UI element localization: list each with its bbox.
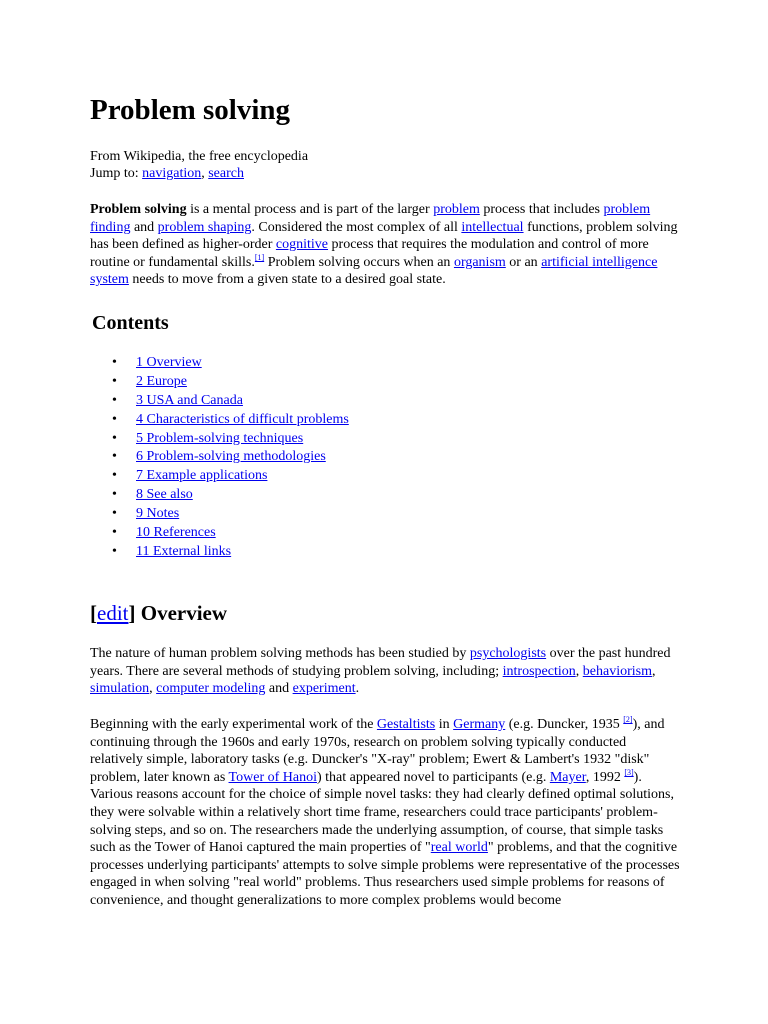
link-problem-shaping[interactable]: problem shaping [157, 219, 252, 235]
link-intellectual[interactable]: intellectual [461, 219, 524, 235]
intro-paragraph: Problem solving is a mental process and is part of the larger problem process that includes problem finding and problem shaping. Considered the most complex of all intellectual functions, problem solving has been defined as higher-order cognitive process that requires the modulation and control of more routine or fundamental skills.[1] Problem solving occurs when an organism or an artificial intelligence system needs to move from a given state to a desired goal state. [90, 202, 678, 288]
overview-paragraph-1: The nature of human problem solving methods has been studied by psychologists over the past hundred years. There are several methods of studying problem solving, including; introspection, behaviorism, simulation, computer modeling and experiment. [90, 646, 671, 697]
link-psychologists[interactable]: psychologists [469, 646, 547, 661]
overview-paragraph-2: Beginning with the early experimental work of the Gestaltists in Germany (e.g. Duncker, 1935 [2]), and continuing through the 1960s and early 1970s, research on problem solving typically conducted relatively simple, laboratory tasks (e.g. Duncker's "X-ray" problem; Ewert & Lambert's 1932 "disk" problem, later known as Tower of Hanoi) that appeared novel to participants (e.g. Mayer, 1992 [3]). Various reasons account for the choice of simple novel tasks: they had clearly defined optimal solutions, they were solvable within a relatively short time frame, researchers could trace participants' problem-solving steps, and so on. The researchers made the underlying assumption, of course, that simple tasks such as the Tower of Hanoi captured the main properties of "real world" problems, and that the cognitive processes underlying participants' attempts to solve simple problems were representative of the processes engaged in when solving "real world" problems. Thus researchers used simple problems for reasons of convenience, and thought generalizations to more complex problems would become [90, 715, 680, 908]
jump-to-line: Jump to: navigation, search [90, 166, 244, 181]
toc-link-methodologies[interactable]: 6 Problem-solving methodologies [136, 449, 326, 465]
toc-item [90, 486, 349, 505]
toc-link-notes[interactable]: 9 Notes [136, 506, 180, 522]
link-gestaltists[interactable]: Gestaltists [376, 717, 436, 732]
toc-item [90, 524, 349, 543]
toc-item [90, 505, 349, 524]
toc-link-external-links[interactable]: 11 External links [136, 543, 232, 559]
link-introspection[interactable]: introspection [502, 663, 576, 679]
bullet: • [112, 392, 117, 408]
toc-link-techniques[interactable]: 5 Problem-solving techniques [136, 430, 304, 446]
edit-link[interactable]: edit [97, 601, 129, 625]
toc-item [90, 543, 349, 562]
bullet: • [112, 411, 117, 427]
table-of-contents [90, 354, 349, 562]
toc-link-see-also[interactable]: 8 See also [136, 487, 193, 503]
link-mayer[interactable]: Mayer [549, 769, 586, 785]
toc-item [90, 411, 349, 430]
toc-link-usa-canada[interactable]: 3 USA and Canada [136, 392, 243, 408]
toc-item [90, 392, 349, 411]
jump-search-link[interactable]: search [208, 166, 244, 181]
toc-item [90, 373, 349, 392]
link-behaviorism[interactable]: behaviorism [582, 663, 652, 679]
toc-link-overview[interactable]: 1 Overview [136, 355, 202, 370]
bullet: • [112, 355, 117, 370]
overview-title: Overview [135, 601, 228, 625]
bullet: • [112, 506, 117, 522]
toc-item [90, 354, 349, 373]
link-problem[interactable]: problem [433, 202, 480, 217]
link-system[interactable]: system [90, 272, 129, 288]
bullet: • [112, 468, 117, 484]
link-artificial-intelligence[interactable]: artificial intelligence [541, 254, 658, 270]
page-title: Problem solving [90, 94, 291, 126]
toc-link-europe[interactable]: 2 Europe [136, 373, 187, 389]
bullet: • [112, 430, 117, 446]
bullet: • [112, 373, 117, 389]
toc-item [90, 430, 349, 449]
link-experiment[interactable]: experiment [292, 681, 356, 697]
link-simulation[interactable]: simulation [90, 681, 150, 697]
overview-heading: [edit] Overview [90, 601, 228, 625]
ref-link-1[interactable]: [1] [254, 252, 265, 262]
bullet: • [112, 525, 117, 541]
link-germany[interactable]: Germany [453, 717, 506, 732]
link-computer-modeling[interactable]: computer modeling [156, 681, 266, 697]
bullet: • [112, 487, 117, 503]
bullet: • [112, 449, 117, 465]
contents-heading: Contents [92, 312, 169, 334]
link-tower-of-hanoi[interactable]: Tower of Hanoi [228, 769, 317, 785]
toc-link-example-applications[interactable]: 7 Example applications [136, 468, 268, 484]
link-cognitive[interactable]: cognitive [275, 237, 329, 253]
ref-link-3[interactable]: [3] [624, 767, 634, 777]
from-line: From Wikipedia, the free encyclopedia [90, 149, 309, 164]
intro-bold-term: Problem solving [90, 202, 187, 217]
article-meta [90, 148, 308, 182]
toc-item [90, 467, 349, 486]
bullet: • [112, 543, 117, 559]
ref-link-2[interactable]: [2] [623, 715, 633, 724]
toc-link-characteristics[interactable]: 4 Characteristics of difficult problems [136, 411, 349, 427]
toc-item [90, 448, 349, 467]
toc-link-references[interactable]: 10 References [136, 525, 216, 541]
jump-to-label: Jump to: [90, 166, 139, 181]
link-organism[interactable]: organism [453, 254, 506, 270]
link-problem-finding[interactable]: problem finding [90, 202, 651, 235]
jump-navigation-link[interactable]: navigation [142, 166, 202, 181]
link-real-world[interactable]: real world [430, 840, 488, 856]
